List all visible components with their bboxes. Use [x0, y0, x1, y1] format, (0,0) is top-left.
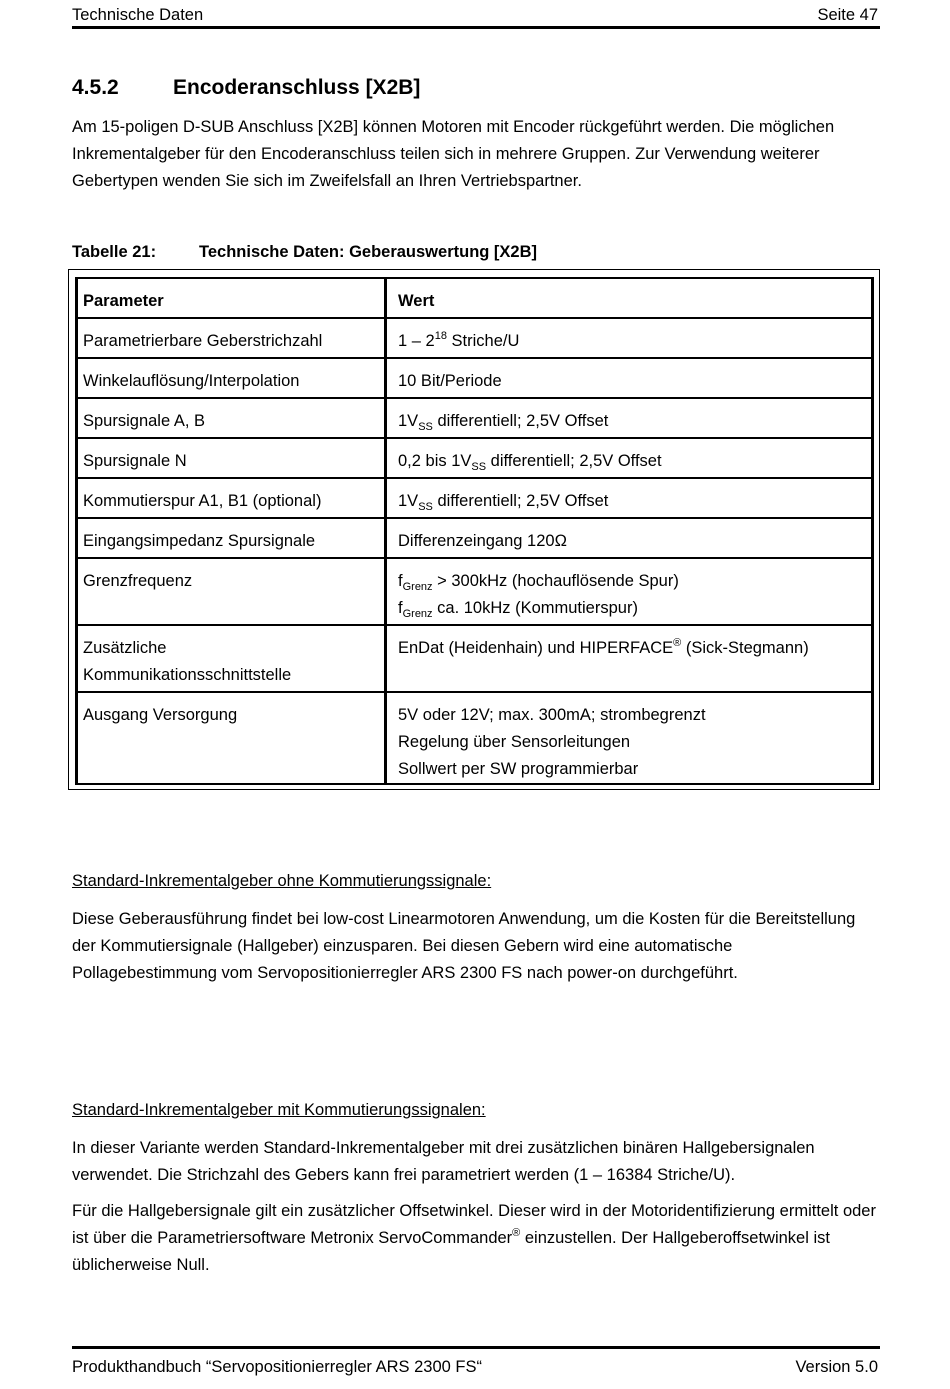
table-rule-vertical	[75, 277, 78, 785]
param-cell: Spursignale N	[83, 452, 187, 470]
subsection-paragraph: In dieser Variante werden Standard-Inkrementalgeber mit drei zusätzlichen binären Hallgebersignalen verwendet. Die Strichzahl des Gebers kann frei parametriert werden (1 – 16384 Striche/U).	[72, 1139, 815, 1184]
table-rule	[75, 357, 874, 359]
section-heading: Encoderanschluss [X2B]	[173, 76, 421, 99]
header-parameter: Parameter	[83, 292, 164, 310]
param-cell: Winkelauflösung/Interpolation	[83, 372, 300, 390]
header-page-number: Seite 47	[817, 6, 878, 24]
subsection-paragraph: Für die Hallgebersignale gilt ein zusätzlicher Offsetwinkel. Dieser wird in der Motoridentifizierung ermittelt oder ist über die Parametriersoftware Metronix ServoCommander® einzustellen. Der Hallgeberoffsetwinkel ist üblicherweise Null.	[72, 1202, 876, 1274]
table-row	[75, 317, 874, 357]
section-number: 4.5.2	[72, 76, 119, 99]
param-cell: Ausgang Versorgung	[83, 706, 238, 724]
table-rule	[75, 624, 874, 626]
intro-paragraph: Am 15-poligen D-SUB Anschluss [X2B] können Motoren mit Encoder rückgeführt werden. Die möglichen Inkrementalgeber für den Encoderanschluss teilen sich in mehrere Gruppen. Zur Verwendung weiterer Gebertypen wenden Sie sich im Zweifelsfall an Ihren Vertriebspartner.	[72, 118, 835, 190]
value-cell: $1 - 2^{18}$ Striche/U	[398, 330, 520, 350]
table-rule	[75, 557, 874, 559]
table-row	[75, 397, 874, 437]
table-rule-vertical	[871, 277, 874, 785]
value-cell: $1V_{SS}$ differentiell; 2,5V Offset	[398, 492, 609, 513]
table-row	[75, 557, 874, 624]
param-cell: Kommutierspur A1, B1 (optional)	[83, 492, 322, 510]
table-row	[75, 624, 874, 691]
param-cell: Spursignale A, B	[83, 412, 205, 430]
value-cell: $1V_{SS}$ differentiell; 2,5V Offset	[398, 412, 609, 433]
value-cell: EnDat (Heidenhain) und HIPERFACE® (Sick-Stegmann)	[398, 637, 809, 657]
param-cell: Eingangsimpedanz Spursignale	[83, 532, 316, 550]
page-header	[72, 4, 880, 29]
table-row	[75, 357, 874, 397]
table-rule	[75, 397, 874, 399]
table-rule	[75, 317, 874, 319]
value-cell: 0,2 bis $1V_{SS}$ differentiell; 2,5V Offset	[398, 452, 662, 473]
table-header-row	[75, 277, 874, 317]
table-caption	[72, 243, 537, 262]
value-cell: 5V oder 12V; max. 300mA; strombegrenzt Regelung über Sensorleitungen Sollwert per SW programmierbar	[398, 706, 706, 778]
header-chapter: Technische Daten	[72, 6, 204, 24]
header-value: Wert	[398, 292, 435, 310]
table-row	[75, 691, 874, 785]
table-rule	[75, 477, 874, 479]
spec-table	[75, 277, 874, 785]
table-rule-vertical	[384, 277, 387, 785]
subsection-paragraph: Diese Geberausführung findet bei low-cost Linearmotoren Anwendung, um die Kosten für die Bereitstellung der Kommutiersignale (Hallgeber) einzusparen. Bei diesen Gebern wird eine automatische Pollagebestimmung vom Servopositionierregler ARS 2300 FS nach power-on durchgeführt.	[72, 910, 856, 982]
table-row	[75, 517, 874, 557]
footer-document-title: Produkthandbuch “Servopositionierregler ARS 2300 FS“	[72, 1358, 482, 1376]
subsection-heading: Standard-Inkrementalgeber ohne Kommutierungssignale:	[72, 872, 492, 890]
table-rule	[75, 691, 874, 693]
table-rule	[75, 517, 874, 519]
param-cell: Grenzfrequenz	[83, 572, 193, 590]
section-title	[72, 76, 420, 100]
page-footer	[72, 1346, 880, 1389]
param-cell: Parametrierbare Geberstrichzahl	[83, 332, 323, 350]
table-rule	[75, 437, 874, 439]
subsection-heading: Standard-Inkrementalgeber mit Kommutierungssignalen:	[72, 1101, 486, 1119]
table-rule	[75, 783, 874, 785]
value-cell: $f_{Grenz} > 300kHz$ (hochauflösende Spur) $f_{Grenz}$ ca. 10kHz (Kommutierspur)	[398, 572, 679, 620]
footer-version: Version 5.0	[795, 1358, 878, 1376]
table-rule	[75, 277, 874, 279]
value-cell: Differenzeingang 120Ω	[398, 532, 567, 550]
table-title: Technische Daten: Geberauswertung [X2B]	[199, 243, 538, 261]
table-row	[75, 477, 874, 517]
table-row	[75, 437, 874, 477]
table-label: Tabelle 21:	[72, 243, 157, 261]
value-cell: 10 Bit/Periode	[398, 372, 502, 390]
param-cell: Zusätzliche Kommunikationsschnittstelle	[83, 639, 292, 684]
